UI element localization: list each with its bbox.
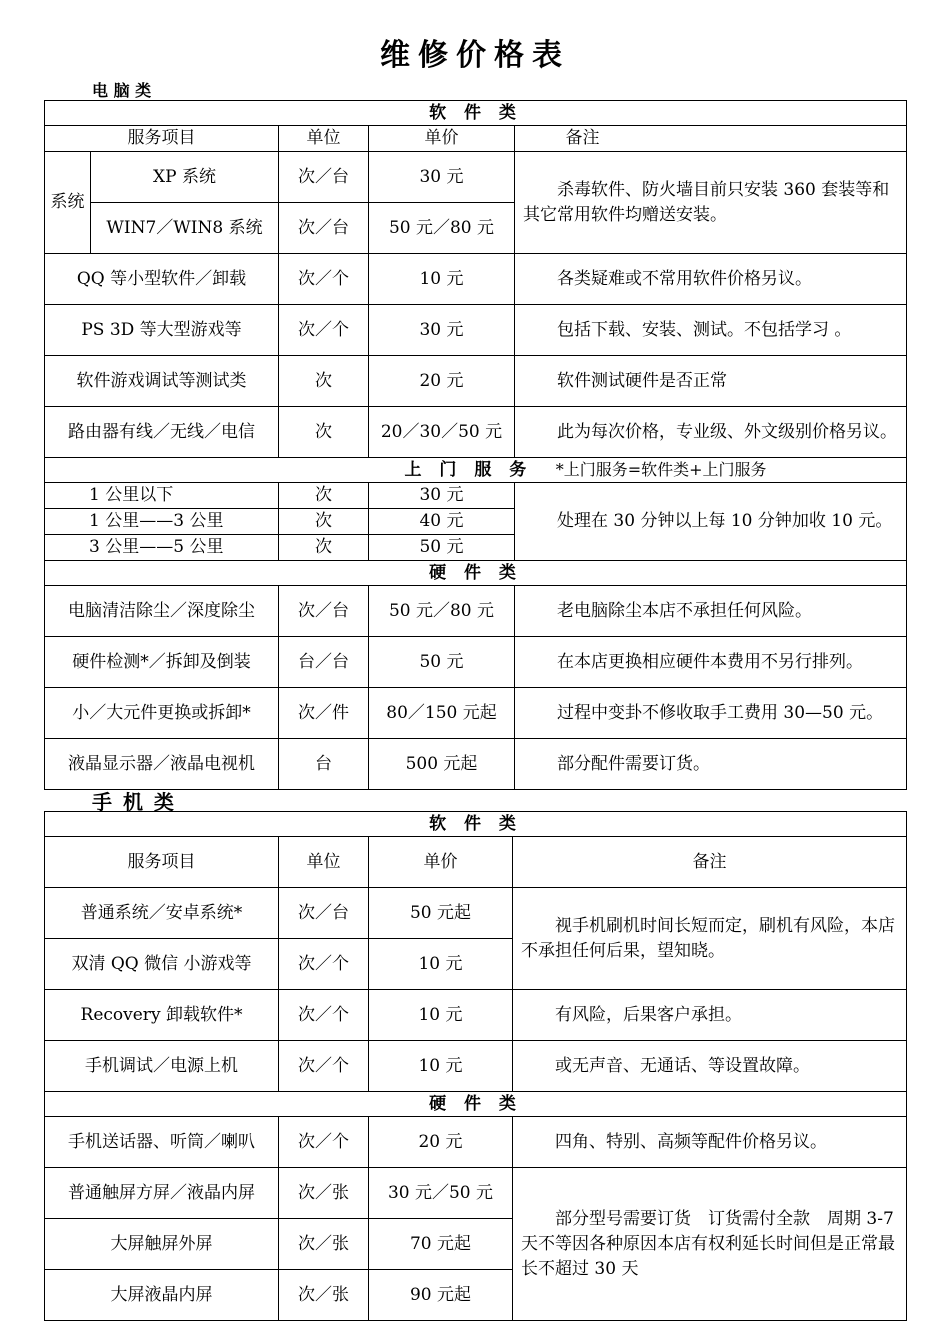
- price-cell: 80／150 元起: [369, 688, 515, 739]
- header-unit: 单位: [279, 837, 369, 888]
- unit-cell: 台／台: [279, 637, 369, 688]
- phone-software-section-header: 软 件 类: [45, 812, 907, 837]
- price-cell: 50 元: [369, 535, 515, 561]
- note-cell: 处理在 30 分钟以上每 10 分钟加收 10 元。: [515, 483, 907, 561]
- section-label-pc: 电 脑 类: [92, 81, 152, 100]
- price-cell: 90 元起: [369, 1270, 513, 1321]
- note-cell: 杀毒软件、防火墙目前只安装 360 套装等和其它常用软件均赠送安装。: [515, 152, 907, 254]
- unit-cell: 次／台: [279, 152, 369, 203]
- service-name: 大屏液晶内屏: [45, 1270, 279, 1321]
- service-name: 3 公里——5 公里: [45, 535, 279, 561]
- note-cell: 软件测试硬件是否正常: [515, 356, 907, 407]
- price-cell: 10 元: [369, 254, 515, 305]
- service-name: 普通触屏方屏／液晶内屏: [45, 1168, 279, 1219]
- price-cell: 30 元: [369, 305, 515, 356]
- service-name: 硬件检测*／拆卸及倒装: [45, 637, 279, 688]
- price-cell: 70 元起: [369, 1219, 513, 1270]
- unit-cell: 次／个: [279, 254, 369, 305]
- service-name: 1 公里——3 公里: [45, 509, 279, 535]
- unit-cell: 次／台: [279, 888, 369, 939]
- header-service: 服务项目: [45, 126, 279, 152]
- unit-cell: 次: [279, 535, 369, 561]
- note-cell: 视手机刷机时间长短而定，刷机有风险，本店不承担任何后果，望知晓。: [513, 888, 907, 990]
- visit-section-header: [45, 458, 907, 483]
- note-cell: 在本店更换相应硬件本费用不另行排列。: [515, 637, 907, 688]
- note-cell: 部分配件需要订货。: [515, 739, 907, 790]
- service-name: PS 3D 等大型游戏等: [45, 305, 279, 356]
- service-name: 液晶显示器／液晶电视机: [45, 739, 279, 790]
- note-cell: 此为每次价格，专业级、外文级别价格另议。: [515, 407, 907, 458]
- unit-cell: 次／张: [279, 1168, 369, 1219]
- note-cell: 或无声音、无通话、等设置故障。: [513, 1041, 907, 1092]
- price-cell: 50 元: [369, 637, 515, 688]
- price-cell: 10 元: [369, 990, 513, 1041]
- service-name: 电脑清洁除尘／深度除尘: [45, 586, 279, 637]
- page-title: 维修价格表: [380, 38, 570, 73]
- price-cell: 500 元起: [369, 739, 515, 790]
- note-cell: 包括下载、安装、测试。不包括学习 。: [515, 305, 907, 356]
- service-name: 1 公里以下: [45, 483, 279, 509]
- pc-price-table: [44, 100, 907, 790]
- unit-cell: 次: [279, 483, 369, 509]
- visit-title: 上 门 服 务: [404, 460, 533, 480]
- service-name: 手机调试／电源上机: [45, 1041, 279, 1092]
- note-cell: 四角、特别、高频等配件价格另议。: [513, 1117, 907, 1168]
- unit-cell: 次／个: [279, 305, 369, 356]
- header-price: 单价: [369, 837, 513, 888]
- header-note: 备注: [515, 126, 907, 152]
- header-service: 服务项目: [45, 837, 279, 888]
- note-cell: 有风险，后果客户承担。: [513, 990, 907, 1041]
- section-label-phone: 手 机 类: [92, 790, 176, 814]
- price-cell: 50 元起: [369, 888, 513, 939]
- price-cell: 50 元／80 元: [369, 586, 515, 637]
- header-price: 单价: [369, 126, 515, 152]
- unit-cell: 次／台: [279, 203, 369, 254]
- note-cell: 各类疑难或不常用软件价格另议。: [515, 254, 907, 305]
- unit-cell: 次／个: [279, 1117, 369, 1168]
- unit-cell: 次／张: [279, 1219, 369, 1270]
- unit-cell: 次／个: [279, 939, 369, 990]
- service-name: 手机送话器、听筒／喇叭: [45, 1117, 279, 1168]
- price-cell: 30 元／50 元: [369, 1168, 513, 1219]
- service-name: 大屏触屏外屏: [45, 1219, 279, 1270]
- unit-cell: 次: [279, 509, 369, 535]
- note-cell: 过程中变卦不修收取手工费用 30—50 元。: [515, 688, 907, 739]
- price-cell: 30 元: [369, 152, 515, 203]
- service-name: XP 系统: [91, 152, 279, 203]
- price-cell: 30 元: [369, 483, 515, 509]
- service-name: QQ 等小型软件／卸载: [45, 254, 279, 305]
- unit-cell: 次／件: [279, 688, 369, 739]
- header-unit: 单位: [279, 126, 369, 152]
- price-cell: 10 元: [369, 939, 513, 990]
- service-name: 路由器有线／无线／电信: [45, 407, 279, 458]
- phone-price-table: [44, 811, 907, 1321]
- service-name: 小／大元件更换或拆卸*: [45, 688, 279, 739]
- system-group-label: 系统: [45, 152, 91, 254]
- service-name: WIN7／WIN8 系统: [91, 203, 279, 254]
- price-cell: 40 元: [369, 509, 515, 535]
- price-cell: 50 元／80 元: [369, 203, 515, 254]
- service-name: 普通系统／安卓系统*: [45, 888, 279, 939]
- price-cell: 10 元: [369, 1041, 513, 1092]
- unit-cell: 次／台: [279, 586, 369, 637]
- phone-hardware-section-header: 硬 件 类: [45, 1092, 907, 1117]
- service-name: 双清 QQ 微信 小游戏等: [45, 939, 279, 990]
- note-cell: 部分型号需要订货 订货需付全款 周期 3-7 天不等因各种原因本店有权利延长时间但是正常最长不超过 30 天: [513, 1168, 907, 1321]
- header-note: 备注: [513, 837, 907, 888]
- service-name: 软件游戏调试等测试类: [45, 356, 279, 407]
- pc-software-section-header: 软 件 类: [45, 101, 907, 126]
- service-name: Recovery 卸载软件*: [45, 990, 279, 1041]
- price-cell: 20 元: [369, 1117, 513, 1168]
- unit-cell: 次／个: [279, 990, 369, 1041]
- pc-hardware-section-header: 硬 件 类: [45, 561, 907, 586]
- price-cell: 20／30／50 元: [369, 407, 515, 458]
- unit-cell: 次: [279, 356, 369, 407]
- unit-cell: 次／张: [279, 1270, 369, 1321]
- unit-cell: 次: [279, 407, 369, 458]
- price-cell: 20 元: [369, 356, 515, 407]
- note-cell: 老电脑除尘本店不承担任何风险。: [515, 586, 907, 637]
- unit-cell: 台: [279, 739, 369, 790]
- unit-cell: 次／个: [279, 1041, 369, 1092]
- visit-formula: *上门服务=软件类+上门服务: [555, 460, 767, 479]
